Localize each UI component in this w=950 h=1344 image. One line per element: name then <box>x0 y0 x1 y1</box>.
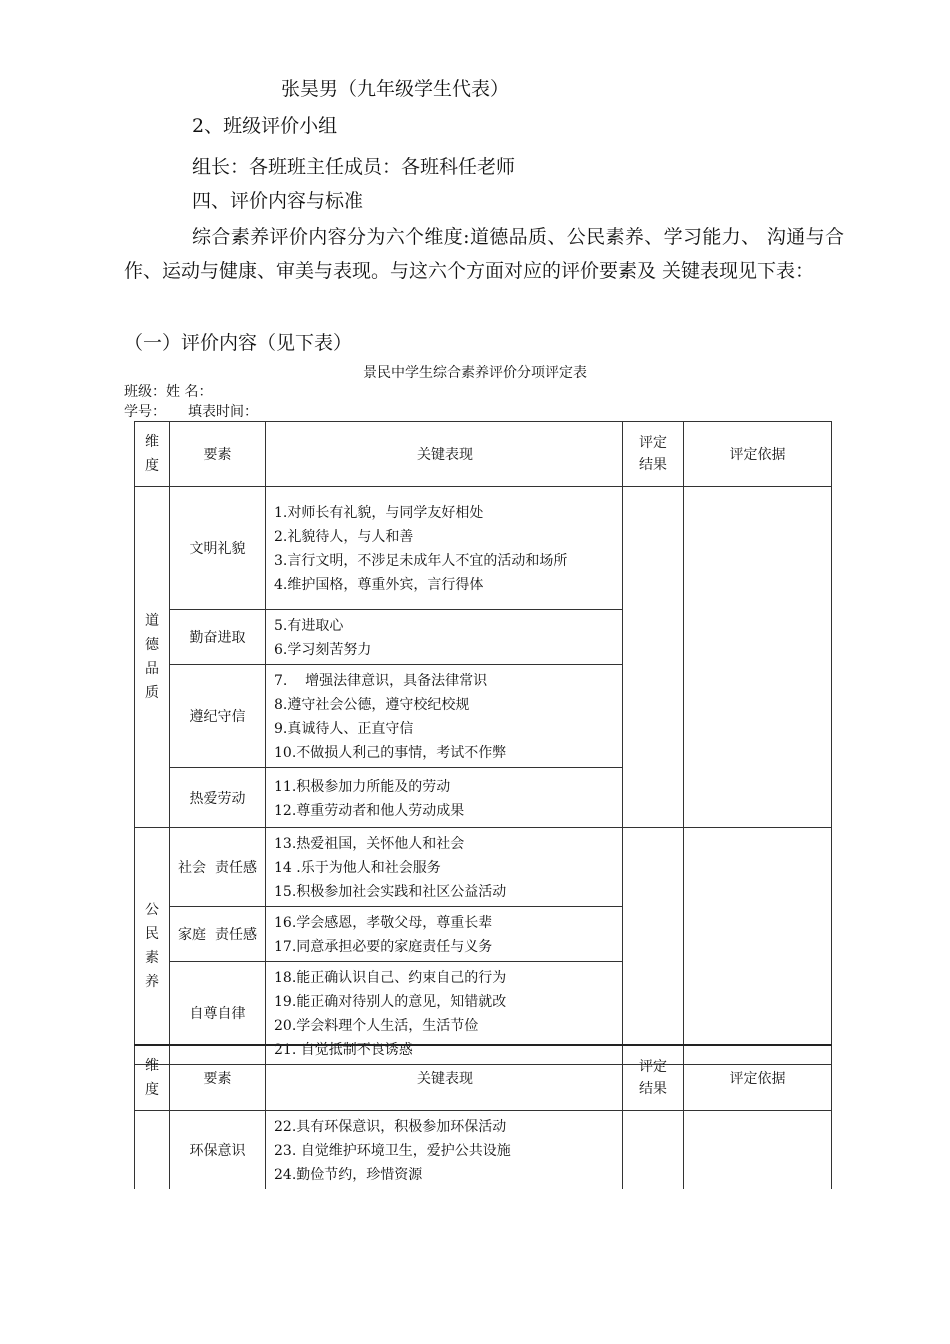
table-row <box>135 1111 832 1190</box>
performance-cell: 16.学会感恩，孝敬父母，尊重长辈 17.同意承担必要的家庭责任与义务 <box>266 907 623 962</box>
header-performance: 关键表现 <box>266 422 623 487</box>
performance-cell: 7. 增强法律意识，具备法律常识 8.遵守社会公德，遵守校纪校规 9.真诚待人、正直守信 10.不做损人利己的事情，考试不作弊 <box>266 665 623 768</box>
header-dimension: 维 度 <box>135 422 170 487</box>
fill-time-label: 填表时间： <box>188 404 258 420</box>
dimension-blank <box>135 1111 170 1190</box>
element-cell: 遵纪守信 <box>170 665 266 768</box>
element-cell: 家庭 责任感 <box>170 907 266 962</box>
result-cell[interactable] <box>623 487 684 828</box>
basis-cell[interactable] <box>684 828 832 1065</box>
table-caption: 景民中学生综合素养评价分项评定表 <box>363 365 587 381</box>
section-heading-content-standards: 四、评价内容与标准 <box>192 190 364 212</box>
table-header-row <box>135 1045 832 1111</box>
header-basis: 评定依据 <box>684 1045 832 1111</box>
table-header-row <box>135 422 832 487</box>
header-result: 评定 结果 <box>623 1045 684 1111</box>
header-performance: 关键表现 <box>266 1045 623 1111</box>
header-element: 要素 <box>170 422 266 487</box>
element-cell: 自尊自律 <box>170 962 266 1065</box>
performance-cell: 18.能正确认识自己、约束自己的行为 19.能正确对待别人的意见，知错就改 20.学会料理个人生活，生活节俭 21. 自觉抵制不良诱惑 <box>266 962 623 1065</box>
header-element: 要素 <box>170 1045 266 1111</box>
dimension-moral: 道 德 品 质 <box>135 487 170 828</box>
fill-time-blank <box>258 407 298 422</box>
performance-cell: 11.积极参加力所能及的劳动 12.尊重劳动者和他人劳动成果 <box>266 768 623 828</box>
group-members-line: 组长：各班班主任成员：各班科任老师 <box>192 156 516 178</box>
evaluation-table <box>134 421 832 1065</box>
section-heading-class-group: 2、班级评价小组 <box>192 115 338 137</box>
header-result: 评定 结果 <box>623 422 684 487</box>
table-row <box>135 828 832 907</box>
dimension-civic: 公 民 素 养 <box>135 828 170 1065</box>
body-paragraph: 综合素养评价内容分为六个维度:道德品质、公民素养、学习能力、 沟通与合作、运动与健康、审美与表现。与这六个方面对应的评价要素及 关键表现见下表： <box>124 226 844 282</box>
evaluation-table-continued <box>134 1044 832 1189</box>
performance-cell: 5.有进取心 6.学习刻苦努力 <box>266 610 623 665</box>
basis-cell[interactable] <box>684 487 832 828</box>
element-cell: 环保意识 <box>170 1111 266 1190</box>
element-cell: 文明礼貌 <box>170 487 266 610</box>
subheading-evaluation-content: （一）评价内容（见下表） <box>124 332 353 354</box>
element-cell: 勤奋进取 <box>170 610 266 665</box>
performance-cell: 1.对师长有礼貌，与同学友好相处 2.礼貌待人，与人和善 3.言行文明，不涉足未成年人不宜的活动和场所 4.维护国格，尊重外宾，言行得体 <box>266 487 623 610</box>
result-cell[interactable] <box>623 1111 684 1190</box>
form-meta-student-no <box>124 402 298 422</box>
table-row <box>135 487 832 610</box>
element-cell: 热爱劳动 <box>170 768 266 828</box>
header-dimension: 维 度 <box>135 1045 170 1111</box>
header-basis: 评定依据 <box>684 422 832 487</box>
basis-cell[interactable] <box>684 1111 832 1190</box>
element-cell: 社会 责任感 <box>170 828 266 907</box>
performance-cell: 13.热爱祖国，关怀他人和社会 14 .乐于为他人和社会服务 15.积极参加社会实践和社区公益活动 <box>266 828 623 907</box>
result-cell[interactable] <box>623 828 684 1065</box>
representative-line: 张昊男（九年级学生代表） <box>281 78 510 100</box>
student-no-label: 学号： <box>124 404 166 420</box>
performance-cell: 22.具有环保意识，积极参加环保活动 23. 自觉维护环境卫生，爱护公共设施 24.勤俭节约，珍惜资源 <box>266 1111 623 1190</box>
form-meta-class-name: 班级：姓 名： <box>124 384 213 400</box>
